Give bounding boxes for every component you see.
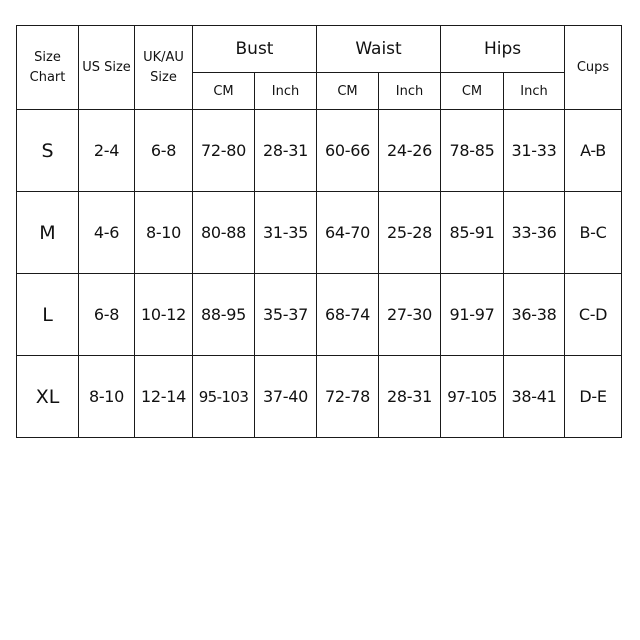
header-waist-cm: CM bbox=[317, 73, 379, 110]
waist-inch-cell: 24-26 bbox=[379, 110, 441, 192]
us-size-cell: 8-10 bbox=[79, 356, 135, 438]
cups-cell: C-D bbox=[565, 274, 622, 356]
us-size-cell: 4-6 bbox=[79, 192, 135, 274]
header-hips-cm: CM bbox=[441, 73, 504, 110]
hips-cm-cell: 97-105 bbox=[441, 356, 504, 438]
us-size-cell: 2-4 bbox=[79, 110, 135, 192]
bust-inch-cell: 31-35 bbox=[255, 192, 317, 274]
waist-inch-cell: 25-28 bbox=[379, 192, 441, 274]
table-row bbox=[17, 356, 622, 438]
waist-cm-cell: 68-74 bbox=[317, 274, 379, 356]
hips-inch-cell: 31-33 bbox=[504, 110, 565, 192]
hips-cm-cell: 91-97 bbox=[441, 274, 504, 356]
uk-au-size-cell: 12-14 bbox=[135, 356, 193, 438]
hips-inch-cell: 36-38 bbox=[504, 274, 565, 356]
header-us-size: US Size bbox=[79, 26, 135, 110]
hips-cm-cell: 85-91 bbox=[441, 192, 504, 274]
cups-cell: D-E bbox=[565, 356, 622, 438]
waist-inch-cell: 27-30 bbox=[379, 274, 441, 356]
uk-au-size-cell: 10-12 bbox=[135, 274, 193, 356]
bust-cm-cell: 88-95 bbox=[193, 274, 255, 356]
header-hips-inch: Inch bbox=[504, 73, 565, 110]
header-bust-inch: Inch bbox=[255, 73, 317, 110]
cups-cell: B-C bbox=[565, 192, 622, 274]
bust-cm-cell: 95-103 bbox=[193, 356, 255, 438]
size-label: S bbox=[17, 110, 79, 192]
table-row bbox=[17, 274, 622, 356]
waist-cm-cell: 64-70 bbox=[317, 192, 379, 274]
us-size-cell: 6-8 bbox=[79, 274, 135, 356]
hips-inch-cell: 38-41 bbox=[504, 356, 565, 438]
table-row bbox=[17, 192, 622, 274]
header-bust-cm: CM bbox=[193, 73, 255, 110]
header-cups: Cups bbox=[565, 26, 622, 110]
hips-cm-cell: 78-85 bbox=[441, 110, 504, 192]
header-hips: Hips bbox=[441, 26, 565, 73]
bust-inch-cell: 35-37 bbox=[255, 274, 317, 356]
header-row-groups bbox=[17, 26, 622, 73]
header-uk-au-size: UK/AU Size bbox=[135, 26, 193, 110]
table-row bbox=[17, 110, 622, 192]
header-bust: Bust bbox=[193, 26, 317, 73]
waist-cm-cell: 60-66 bbox=[317, 110, 379, 192]
size-label: M bbox=[17, 192, 79, 274]
uk-au-size-cell: 8-10 bbox=[135, 192, 193, 274]
header-waist: Waist bbox=[317, 26, 441, 73]
bust-inch-cell: 28-31 bbox=[255, 110, 317, 192]
uk-au-size-cell: 6-8 bbox=[135, 110, 193, 192]
hips-inch-cell: 33-36 bbox=[504, 192, 565, 274]
waist-inch-cell: 28-31 bbox=[379, 356, 441, 438]
bust-inch-cell: 37-40 bbox=[255, 356, 317, 438]
waist-cm-cell: 72-78 bbox=[317, 356, 379, 438]
cups-cell: A-B bbox=[565, 110, 622, 192]
bust-cm-cell: 72-80 bbox=[193, 110, 255, 192]
size-label: XL bbox=[17, 356, 79, 438]
size-label: L bbox=[17, 274, 79, 356]
header-size-chart: Size Chart bbox=[17, 26, 79, 110]
header-waist-inch: Inch bbox=[379, 73, 441, 110]
size-chart-table bbox=[16, 25, 622, 438]
bust-cm-cell: 80-88 bbox=[193, 192, 255, 274]
